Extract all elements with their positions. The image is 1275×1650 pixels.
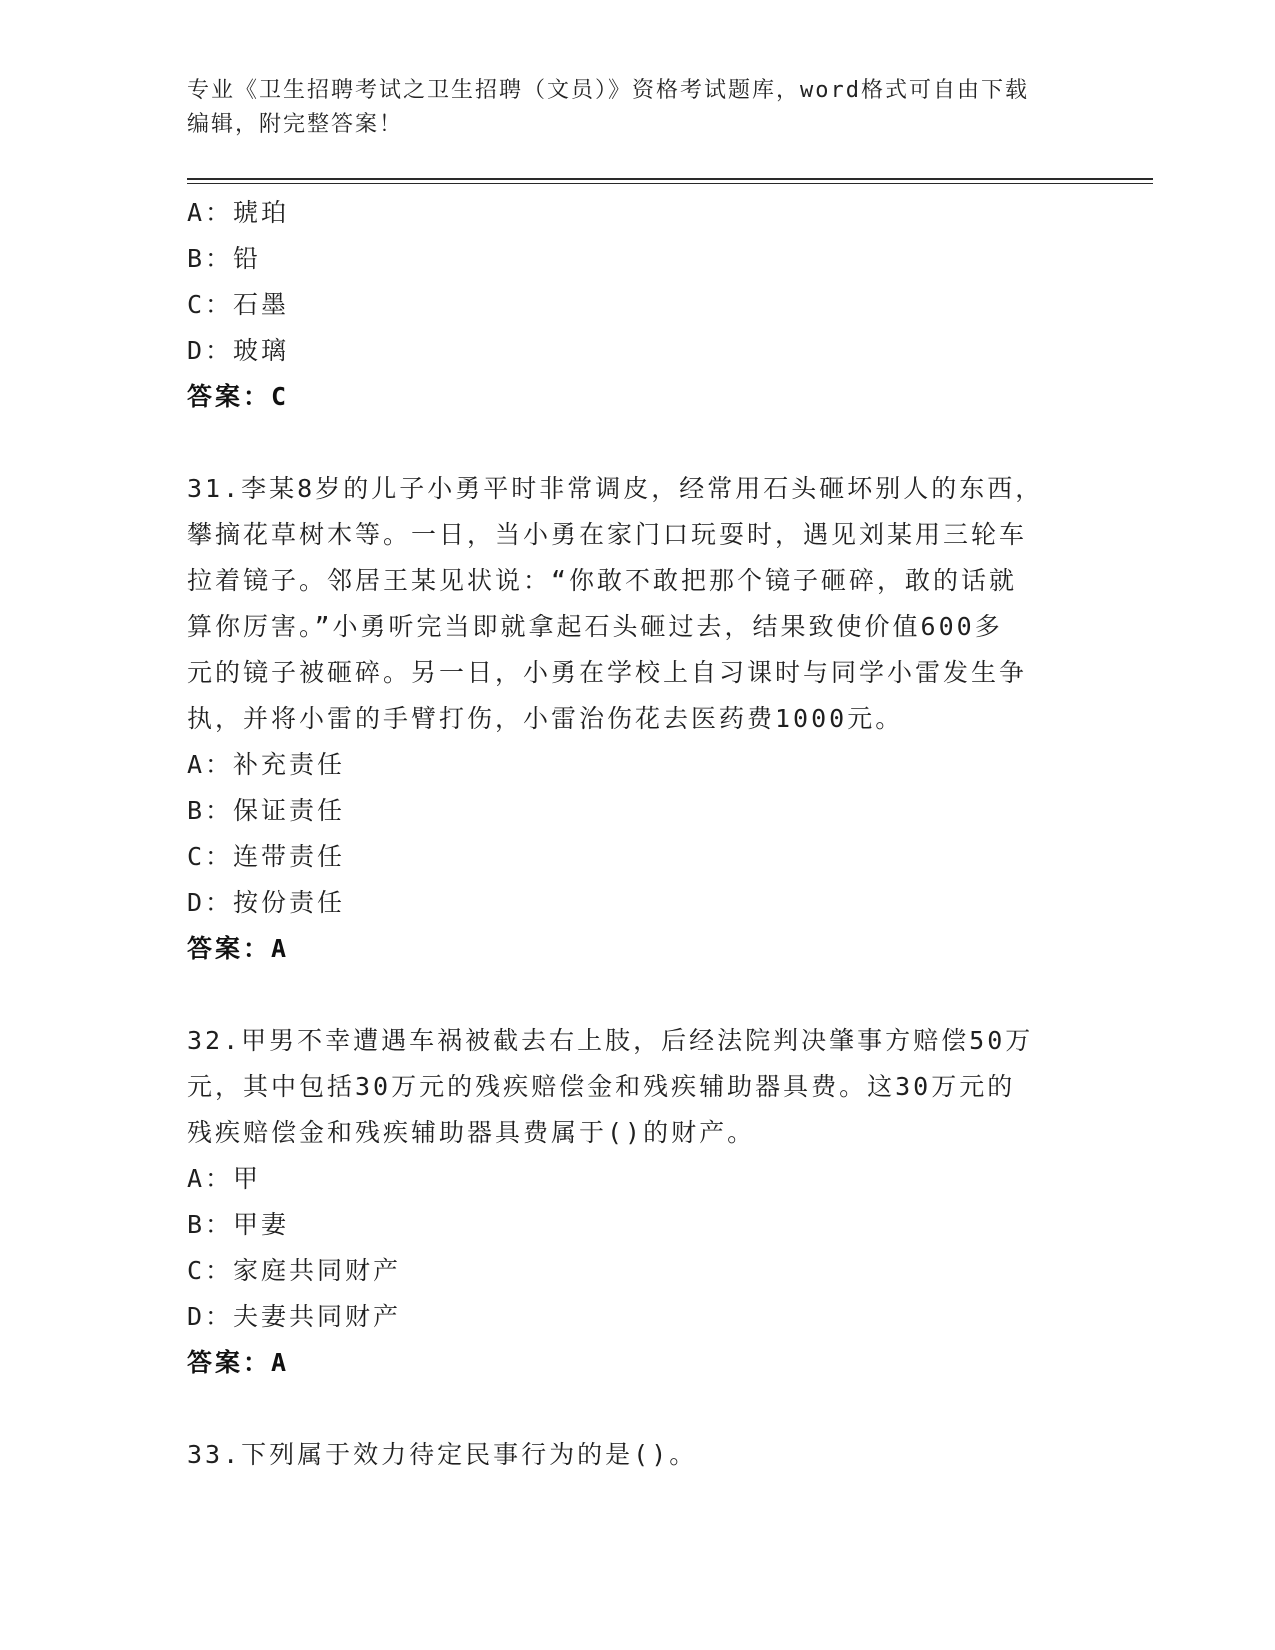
question-text-line: 算你厉害。”小勇听完当即就拿起石头砸过去，结果致使价值600多 bbox=[187, 612, 1003, 641]
question-text-line: 33.下列属于效力待定民事行为的是()。 bbox=[187, 1440, 698, 1469]
question-text-line: 执，并将小雷的手臂打伤，小雷治伤花去医药费1000元。 bbox=[187, 704, 904, 733]
question-text-line: 残疾赔偿金和残疾辅助器具费属于()的财产。 bbox=[187, 1118, 756, 1147]
question-text-line: 元的镜子被砸碎。另一日，小勇在学校上自习课时与同学小雷发生争 bbox=[187, 658, 1028, 687]
answer: 答案：A bbox=[187, 1348, 290, 1377]
spacer bbox=[187, 972, 1067, 1018]
option-c: C：石墨 bbox=[187, 290, 290, 319]
option-d: D：按份责任 bbox=[187, 888, 346, 917]
question-30-options bbox=[187, 190, 1067, 420]
spacer bbox=[187, 420, 1067, 466]
option-b: B：保证责任 bbox=[187, 796, 346, 825]
document-header bbox=[187, 74, 1087, 142]
header-rule-thin bbox=[187, 183, 1153, 184]
question-text-line: 32.甲男不幸遭遇车祸被截去右上肢，后经法院判决肇事方赔偿50万 bbox=[187, 1026, 1034, 1055]
question-text-line: 拉着镜子。邻居王某见状说：“你敢不敢把那个镜子砸碎，敢的话就 bbox=[187, 566, 1018, 595]
question-32 bbox=[187, 1018, 1067, 1386]
spacer bbox=[187, 1386, 1067, 1432]
header-rule-thick bbox=[187, 178, 1153, 180]
question-text-line: 31.李某8岁的儿子小勇平时非常调皮，经常用石头砸坏别人的东西， bbox=[187, 474, 1044, 503]
option-a: A：补充责任 bbox=[187, 750, 346, 779]
document-body bbox=[187, 190, 1067, 1478]
question-text-line: 元，其中包括30万元的残疾赔偿金和残疾辅助器具费。这30万元的 bbox=[187, 1072, 1016, 1101]
header-line-1: 专业《卫生招聘考试之卫生招聘（文员）》资格考试题库，word格式可自由下载 bbox=[187, 78, 1029, 103]
question-31 bbox=[187, 466, 1067, 972]
option-c: C：连带责任 bbox=[187, 842, 346, 871]
option-b: B：铅 bbox=[187, 244, 262, 273]
option-b: B：甲妻 bbox=[187, 1210, 290, 1239]
question-text-line: 攀摘花草树木等。一日，当小勇在家门口玩耍时，遇见刘某用三轮车 bbox=[187, 520, 1028, 549]
option-a: A：甲 bbox=[187, 1164, 262, 1193]
option-a: A：琥珀 bbox=[187, 198, 290, 227]
option-d: D：夫妻共同财产 bbox=[187, 1302, 402, 1331]
answer: 答案：A bbox=[187, 934, 290, 963]
option-c: C：家庭共同财产 bbox=[187, 1256, 402, 1285]
header-line-2: 编辑，附完整答案！ bbox=[187, 112, 404, 137]
question-33 bbox=[187, 1432, 1067, 1478]
option-d: D：玻璃 bbox=[187, 336, 290, 365]
answer: 答案：C bbox=[187, 382, 290, 411]
